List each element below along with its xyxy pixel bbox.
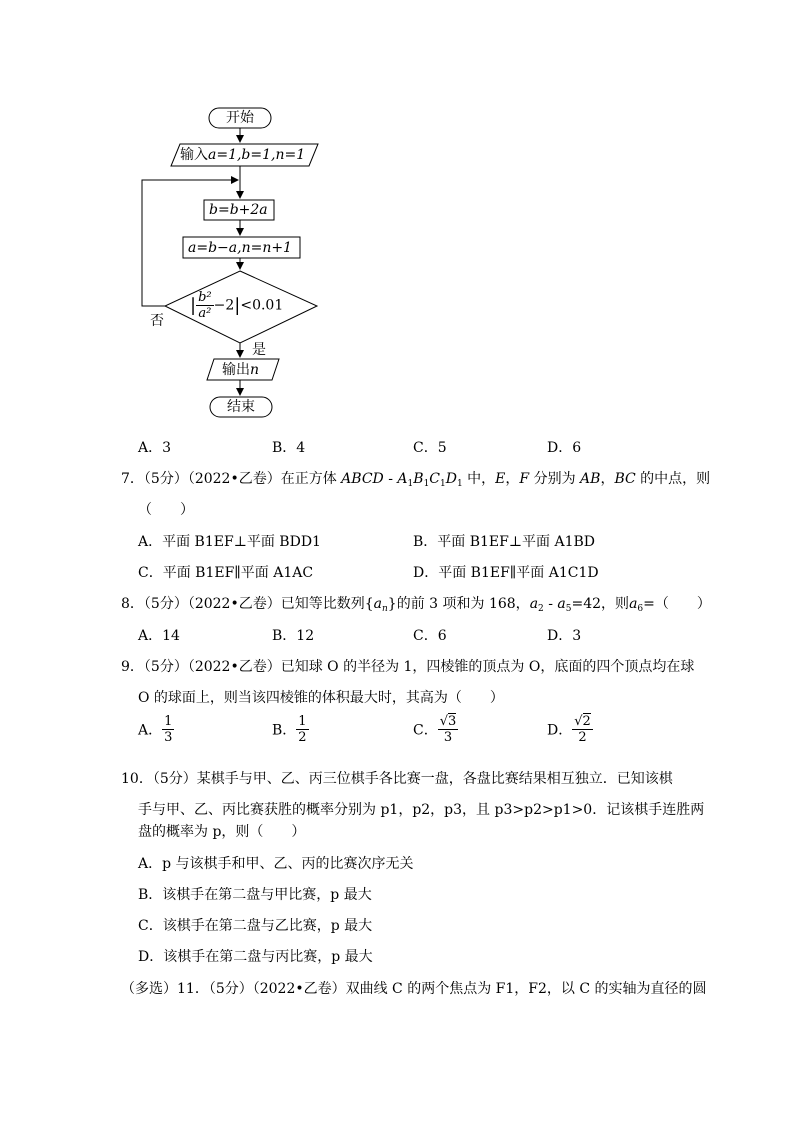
q10-line2: 手与甲、乙、丙比赛获胜的概率分别为 p1，p2，p3，且 p3>p2>p1>0．记该棋手连胜两 <box>138 802 705 818</box>
output-prefix: 输出 <box>222 362 250 378</box>
q8-prefix: 8．（5分）（2022•乙卷）已知等比数列 <box>121 596 365 612</box>
sqrt-icon: √ <box>439 714 449 729</box>
q9-c-den: 3 <box>443 730 453 745</box>
q10-option-c: C．该棋手在第二盘与乙比赛，p 最大 <box>138 918 373 934</box>
q10-line1: 10．（5分）某棋手与甲、乙、丙三位棋手各比赛一盘，各盘比赛结果相互独立．已知该棋 <box>121 771 673 787</box>
q7-option-d: D．平面 B1EF∥平面 A1C1D <box>413 565 599 581</box>
q6-option-c: C．5 <box>413 440 447 456</box>
q9-option-d <box>547 714 593 745</box>
q7-option-b: B．平面 B1EF⊥平面 A1BD <box>413 534 596 550</box>
q7-prefix: 7．（5分）（2022•乙卷）在正方体 <box>121 471 337 487</box>
q9-line2: O 的球面上，则当该四棱锥的体积最大时，其高为（ ） <box>138 690 504 706</box>
sqrt-icon: √ <box>574 714 583 729</box>
q8-option-c: C．6 <box>413 628 447 644</box>
cond-rest: −2 <box>213 297 235 314</box>
input-prefix: 输入 <box>180 147 208 163</box>
cond-num: b² <box>198 290 212 305</box>
q9-option-c <box>413 714 458 745</box>
end-label: 结束 <box>227 399 255 415</box>
q9-a-den: 3 <box>164 730 173 745</box>
q9-option-d-label: D． <box>547 722 573 739</box>
q10-line3: 盘的概率为 p，则（ ） <box>138 824 306 840</box>
q8-mid: 的前 3 项和为 168， <box>396 596 530 612</box>
q9-b-num: 1 <box>298 714 307 729</box>
q8-option-d: D．3 <box>547 628 582 644</box>
q8-stem: 8．（5分）（2022•乙卷）已知等比数列$\{a_n\}$的前 3 项和为 168，$a_2 - a_5=42$，则$a_6=$（ ） <box>121 596 711 614</box>
cond-fraction <box>196 290 214 321</box>
q10-option-b: B．该棋手在第二盘与甲比赛，p 最大 <box>138 887 372 903</box>
step2-label: a=b−a,n=n+1 <box>188 240 292 256</box>
q6-option-d: D．6 <box>547 440 582 456</box>
q9-option-a <box>138 714 174 745</box>
q10-option-a: A．p 与该棋手和甲、乙、丙的比赛次序无关 <box>138 856 414 872</box>
q11-line1: （多选）11．（5分）（2022•乙卷）双曲线 C 的两个焦点为 F1，F2，以 C 的实轴为直径的圆 <box>121 981 707 997</box>
q9-d-den: 2 <box>578 730 587 745</box>
q7-stem: 7．（5分）（2022•乙卷）在正方体 ABCD - $A_1B_1C_1D_1$ 中，E，F 分别为 AB，BC 的中点，则 <box>121 471 711 489</box>
start-label: 开始 <box>226 110 254 126</box>
q9-d-num: 2 <box>582 714 591 729</box>
condition-label: | $\frac{\text{b²}}{\text{a²}}$ −2|<0.01 <box>190 290 284 321</box>
output-label <box>222 362 259 378</box>
q7-tail: 中点，则 <box>654 471 711 487</box>
q9-option-b-label: B． <box>272 722 297 739</box>
q9-b-den: 2 <box>298 730 307 745</box>
q10-option-d: D．该棋手在第二盘与丙比赛，p 最大 <box>138 949 373 965</box>
q7-option-c: C．平面 B1EF∥平面 A1AC <box>138 565 314 581</box>
q9-line1: 9．（5分）（2022•乙卷）已知球 O 的半径为 1，四棱锥的顶点为 O，底面的四个顶点均在球 <box>121 659 695 675</box>
q7-paren: （ ） <box>138 502 194 518</box>
cond-den: a² <box>198 306 212 321</box>
step1-label: b=b+2a <box>209 202 268 218</box>
q9-option-c-label: C． <box>413 722 438 739</box>
q8-option-a: A．14 <box>138 628 180 644</box>
q9-c-num: 3 <box>448 714 457 729</box>
q9-option-b <box>272 714 309 745</box>
yes-label: 是 <box>252 342 266 358</box>
output-var: n <box>250 362 260 378</box>
no-label: 否 <box>150 313 164 329</box>
q9-option-a-label: A． <box>138 722 163 739</box>
q7-option-a: A．平面 B1EF⊥平面 BDD1 <box>138 534 321 550</box>
q8-eq: =42，则 <box>571 596 630 612</box>
q9-a-num: 1 <box>164 714 173 729</box>
input-expr: a=1,b=1,n=1 <box>208 147 306 163</box>
cond-tail: <0.01 <box>240 297 284 314</box>
q6-option-b: B．4 <box>272 440 306 456</box>
q8-option-b: B．12 <box>272 628 315 644</box>
input-label <box>180 147 305 163</box>
q6-option-a: A．3 <box>138 440 172 456</box>
q8-end: =（ ） <box>643 596 711 612</box>
